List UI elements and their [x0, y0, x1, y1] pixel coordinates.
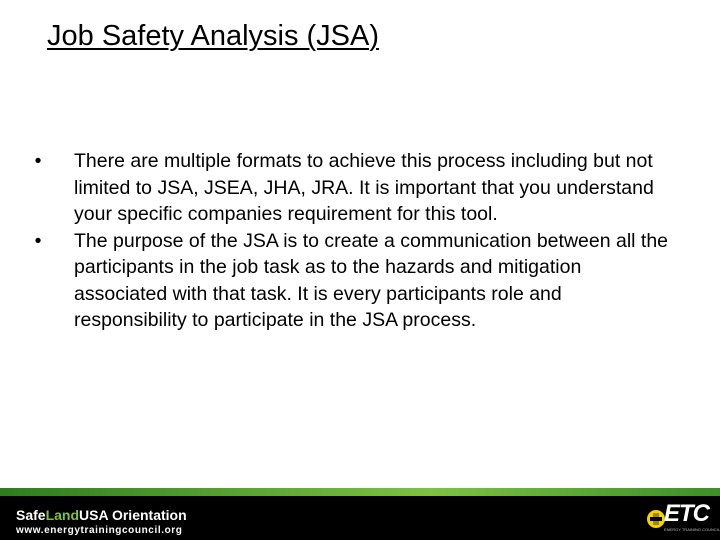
- slide-title: Job Safety Analysis (JSA): [47, 20, 380, 52]
- footer-url: www.energytrainingcouncil.org: [16, 525, 183, 536]
- etc-logo-subtext: ENERGY TRAINING COUNCIL: [664, 527, 720, 532]
- footer-brand: [16, 507, 187, 523]
- footer-bar: [0, 488, 720, 540]
- bullet-text: There are multiple formats to achieve this process including but not limited to JSA, JSEA, JHA, JRA. It is important that you understand your specific companies requirement for this tool.: [74, 150, 654, 225]
- bullet-text: The purpose of the JSA is to create a communication between all the participants in the job task as to the hazards and mitigation associated with that task. It is every participants role and responsibility to participate in the JSA process.: [74, 229, 669, 331]
- bullet-item: [28, 148, 678, 228]
- brand-orientation: USA Orientation: [79, 507, 187, 523]
- brand-safe: Safe: [16, 507, 46, 523]
- bullet-list: [28, 148, 678, 334]
- etc-logo-text: ETC: [664, 500, 709, 527]
- bullet-icon: •: [34, 150, 42, 172]
- bullet-icon: •: [34, 229, 42, 252]
- footer-green-stripe: [0, 488, 720, 496]
- bullet-item: [28, 228, 678, 334]
- brand-land: Land: [45, 507, 80, 523]
